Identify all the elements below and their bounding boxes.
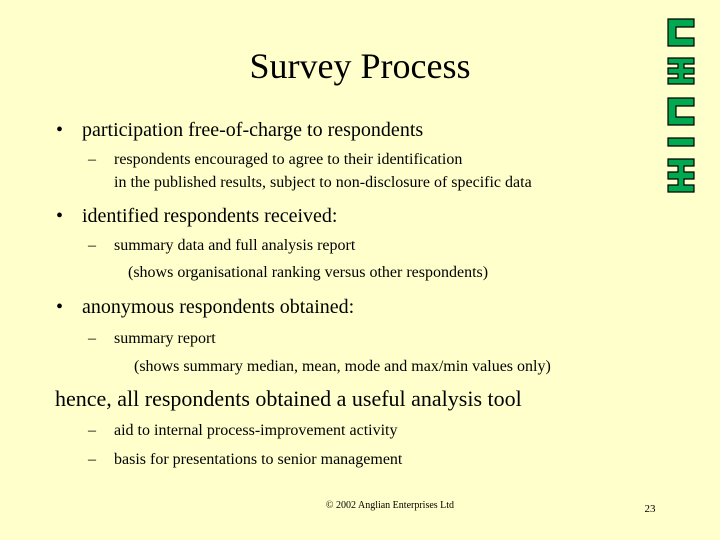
logo-letter-m	[668, 159, 694, 192]
bullet-text: participation free-of-charge to respondents	[82, 119, 424, 141]
dash-glyph: –	[88, 451, 96, 468]
copyright-footer: © 2002 Anglian Enterprises Ltd	[325, 500, 455, 511]
bullet-glyph: •	[56, 296, 64, 318]
page-number: 23	[644, 503, 656, 515]
sub-bullet-text: (shows summary median, mean, mode and max/min values only)	[134, 358, 551, 375]
bullet-glyph: •	[56, 119, 64, 141]
bullet-text: anonymous respondents obtained:	[82, 296, 355, 318]
slide-title: Survey Process	[249, 46, 471, 86]
dash-glyph: –	[88, 330, 96, 347]
logo-letter-c1	[668, 19, 694, 46]
dash-glyph: –	[88, 237, 96, 254]
sub-bullet-text: summary data and full analysis report	[114, 237, 356, 254]
sub-bullet-text: in the published results, subject to non-disclosure of specific data	[114, 174, 532, 191]
logo-letter-e	[668, 58, 694, 84]
conclusion-text: hence, all respondents obtained a useful analysis tool	[55, 386, 522, 411]
sub-bullet-text: respondents encouraged to agree to their identification	[114, 151, 463, 168]
conclusion-sub-text: basis for presentations to senior management	[114, 451, 403, 468]
sub-bullet-text: (shows organisational ranking versus other respondents)	[128, 264, 489, 281]
dash-glyph: –	[88, 151, 96, 168]
bullet-text: identified respondents received:	[82, 205, 338, 227]
dash-glyph: –	[88, 422, 96, 439]
logo-letter-c2	[668, 98, 694, 125]
cecim-logo	[664, 16, 698, 208]
sub-bullet-text: summary report	[114, 330, 216, 347]
bullet-glyph: •	[56, 205, 64, 227]
logo-letter-i	[668, 138, 694, 146]
conclusion-sub-text: aid to internal process-improvement activity	[114, 422, 398, 439]
